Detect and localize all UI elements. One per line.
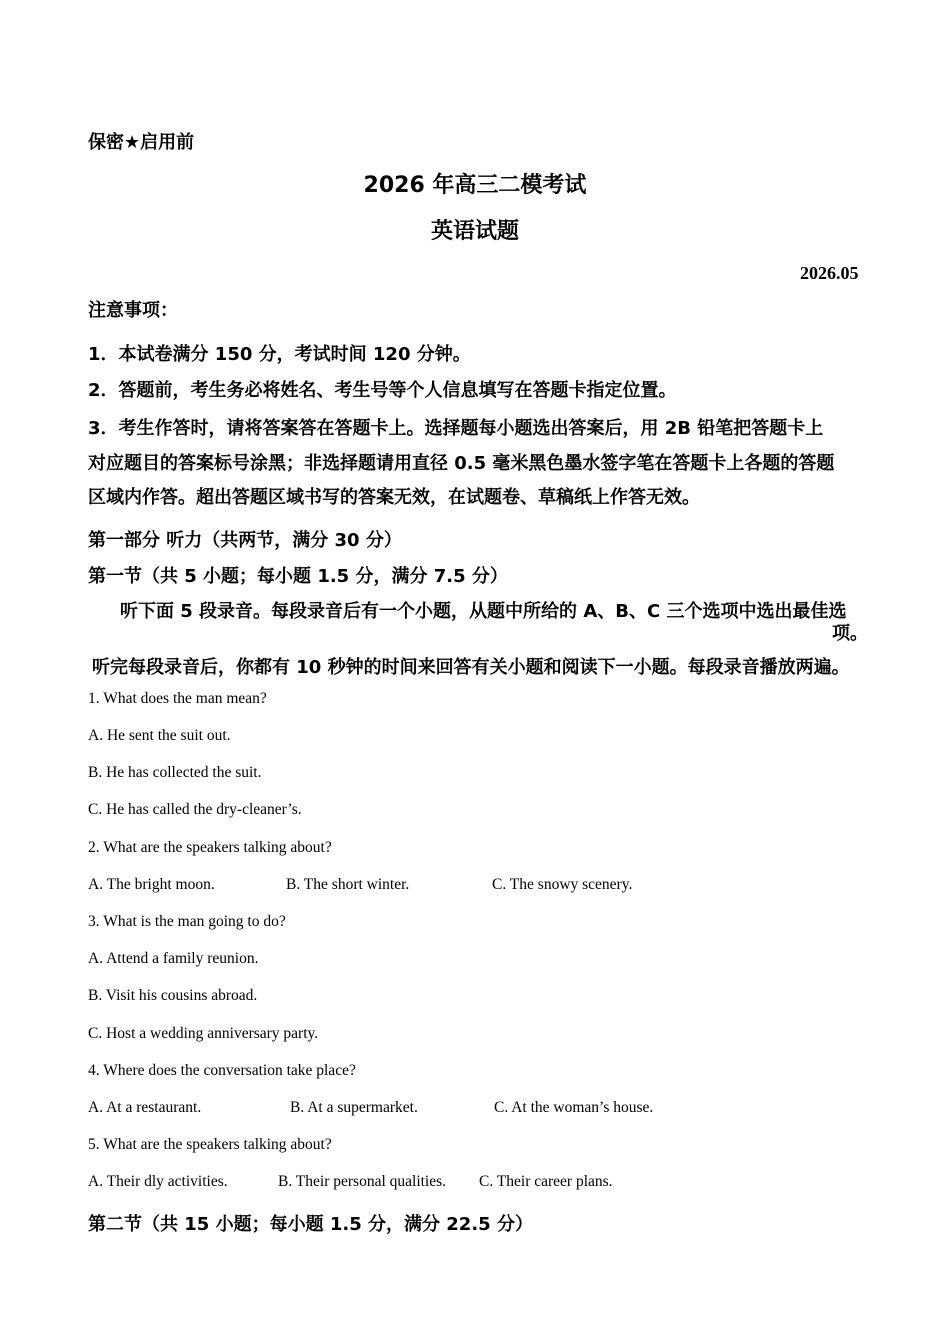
section2-heading: 第二节（共 15 小题；每小题 1.5 分，满分 22.5 分）: [88, 1214, 533, 1235]
question-2-option-b: B. The short winter.: [286, 876, 410, 893]
question-2-option-c: C. The snowy scenery.: [492, 876, 633, 893]
notice-item-1: 1．本试卷满分 150 分，考试时间 120 分钟。: [88, 344, 471, 365]
question-4-option-c: C. At the woman’s house.: [494, 1099, 654, 1116]
question-1-option-c: C. He has called the dry-cleaner’s.: [88, 801, 302, 818]
instruction-line-1-wrap: 项。: [832, 623, 868, 644]
subject-title: 英语试题: [430, 219, 519, 244]
notice-item-2: 2．答题前，考生务必将姓名、考生号等个人信息填写在答题卡指定位置。: [88, 380, 677, 401]
question-5-option-a: A. Their dly activities.: [88, 1173, 228, 1190]
instruction-line-1: 听下面 5 段录音。每段录音后有一个小题，从题中所给的 A、B、C 三个选项中选出最佳选: [120, 601, 847, 622]
section1-heading: 第一节（共 5 小题；每小题 1.5 分，满分 7.5 分）: [88, 566, 508, 587]
question-3-stem: 3. What is the man going to do?: [88, 913, 286, 930]
question-4-option-b: B. At a supermarket.: [290, 1099, 418, 1116]
question-2-option-a: A. The bright moon.: [88, 876, 215, 893]
question-5-option-c: C. Their career plans.: [479, 1173, 613, 1190]
question-4-option-a: A. At a restaurant.: [88, 1099, 202, 1116]
question-5-stem: 5. What are the speakers talking about?: [88, 1136, 332, 1153]
question-4-stem: 4. Where does the conversation take place?: [88, 1062, 356, 1079]
exam-title: 2026 年高三二模考试: [363, 173, 587, 198]
question-3-option-c: C. Host a wedding anniversary party.: [88, 1025, 319, 1042]
part1-heading: 第一部分 听力（共两节，满分 30 分）: [88, 530, 402, 551]
notice-item-3-line-1: 3．考生作答时，请将答案答在答题卡上。选择题每小题选出答案后，用 2B 铅笔把答题卡上: [88, 418, 824, 439]
question-1-option-a: A. He sent the suit out.: [88, 727, 231, 744]
question-3-option-b: B. Visit his cousins abroad.: [88, 987, 258, 1004]
notice-heading: 注意事项：: [88, 300, 178, 321]
exam-date: 2026.05: [800, 263, 859, 283]
instruction-line-2: 听完每段录音后，你都有 10 秒钟的时间来回答有关小题和阅读下一小题。每段录音播放两遍。: [92, 657, 850, 678]
question-1-stem: 1. What does the man mean?: [88, 690, 267, 707]
notice-item-3-line-3: 区域内作答。超出答题区域书写的答案无效，在试题卷、草稿纸上作答无效。: [88, 487, 700, 508]
question-5-option-b: B. Their personal qualities.: [278, 1173, 447, 1190]
question-1-option-b: B. He has collected the suit.: [88, 764, 262, 781]
question-2-stem: 2. What are the speakers talking about?: [88, 839, 332, 856]
question-3-option-a: A. Attend a family reunion.: [88, 950, 259, 967]
notice-item-3-line-2: 对应题目的答案标号涂黑；非选择题请用直径 0.5 毫米黑色墨水签字笔在答题卡上各题的答题: [88, 453, 835, 474]
confidential-label: 保密★启用前: [88, 132, 195, 153]
